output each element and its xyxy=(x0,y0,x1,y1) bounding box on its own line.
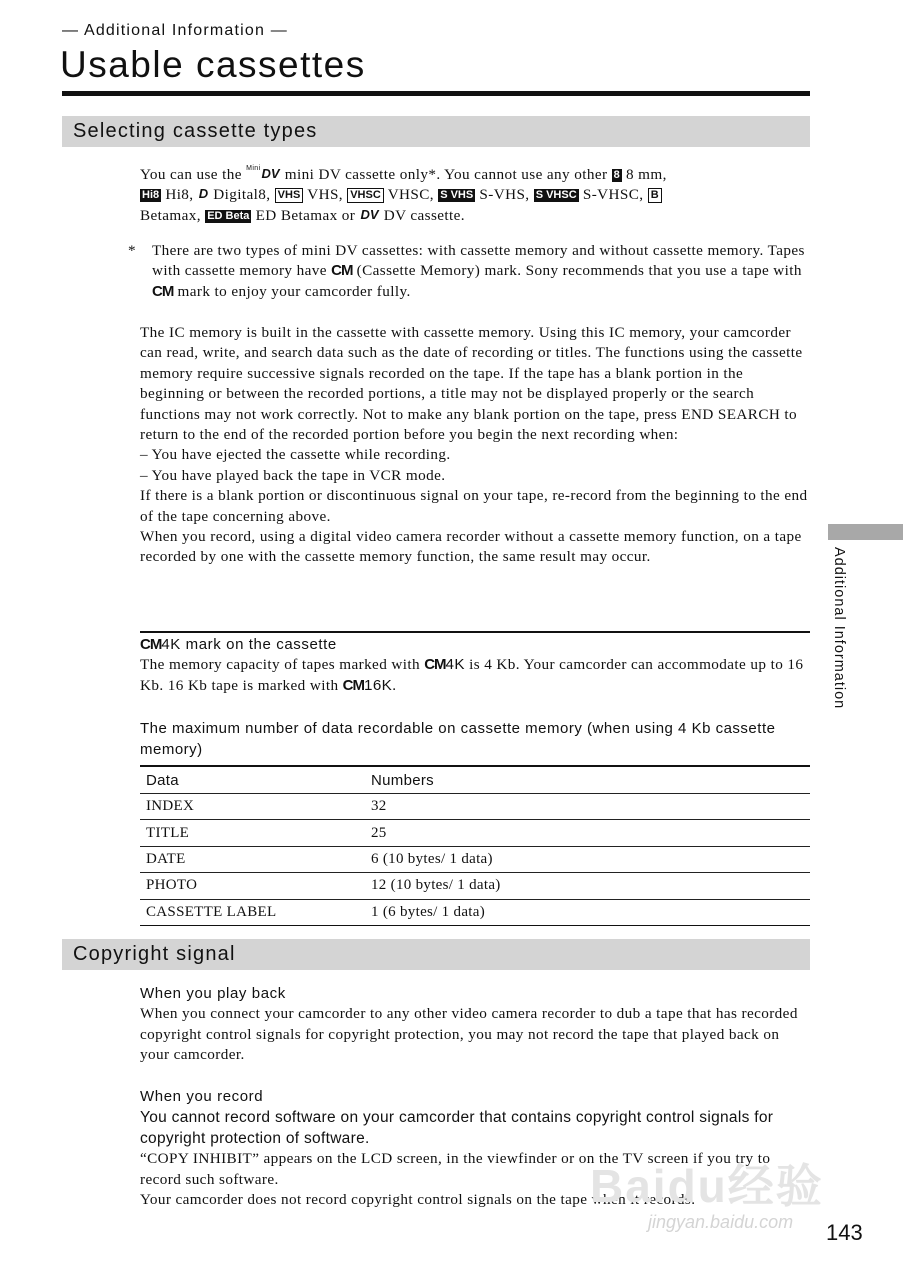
betamax-logo-icon: B xyxy=(648,188,662,203)
page-title: Usable cassettes xyxy=(60,44,366,85)
cassette-memory-icon: CM xyxy=(140,636,162,653)
subsection-rule xyxy=(140,631,810,633)
footnote: * There are two types of mini DV cassettes: with cassette memory and without cassette memory. Tapes with cassette memory have CM (Cassette Memory) mark. Sony recommends that you use a tape with CM mark to enjoy your camcorder fully. xyxy=(128,242,805,300)
title-rule xyxy=(62,91,810,96)
8mm-logo-icon: 8 xyxy=(613,169,620,181)
subsection-heading: CM4K mark on the cassette xyxy=(140,636,337,653)
watermark-url: jingyan.baidu.com xyxy=(648,1212,794,1232)
vhsc-logo-icon: VHSC xyxy=(347,188,384,203)
subsection-heading: When you record xyxy=(140,1088,264,1105)
paragraph: “COPY INHIBIT” appears on the LCD screen, in the viewfinder or on the TV screen if you try to record such software. xyxy=(140,1150,771,1188)
cassette-memory-icon: CM xyxy=(331,262,353,280)
cassette-memory-icon: CM xyxy=(342,676,364,694)
paragraph: If there is a blank portion or discontinuous signal on your tape, re-record from the beginning to the end of the tape concerning above. xyxy=(140,487,808,525)
table-cell: 32 xyxy=(365,794,810,820)
table-row xyxy=(140,820,810,846)
mini-label: Mini xyxy=(246,165,261,172)
paragraph: The IC memory is built in the cassette with cassette memory. Using this IC memory, your camcorder can read, write, and search data such as the date of recording or titles. The functions using the cassette memory require successive signals recorded on the tape. If the tape has a blank portion in the beginning or between the recorded portions, a title may not be displayed properly or the search functions may not work correctly. Not to make any blank portion on the tape, press END SEARCH to return to the end of the recorded portion before you begin the next recording when: xyxy=(140,324,803,444)
section-heading-copyright: Copyright signal xyxy=(62,939,810,970)
side-tab-marker xyxy=(828,524,903,540)
table-cell: DATE xyxy=(140,846,365,872)
cassette-memory-icon: CM xyxy=(424,656,446,674)
side-section-label: Additional Information xyxy=(831,547,847,710)
table-cell: 12 (10 bytes/ 1 data) xyxy=(365,873,810,899)
digital8-logo-icon: D xyxy=(198,186,209,202)
svhsc-logo-icon: S VHSC xyxy=(535,189,577,202)
list-item: – You have ejected the cassette while recording. xyxy=(140,446,451,464)
subsection-heading: When you play back xyxy=(140,985,286,1002)
table-cell: 25 xyxy=(365,820,810,846)
table-row xyxy=(140,846,810,872)
intro-paragraph: You can use the $^{Mini}$DV mini DV cassette only*. You cannot use any other 8 8 mm, Hi8 Hi8, D Digital8, VHS VHS, VHSC VHSC, S VHS S-VHS, S VHSC S-VHSC, B Betamax, ED Beta ED Betamax or DV DV cassette. xyxy=(140,165,667,224)
list-item: – You have played back the tape in VCR mode. xyxy=(140,466,446,484)
hi8-logo-icon: Hi8 xyxy=(142,189,160,202)
copyright-play-back xyxy=(140,984,808,1066)
table-cell: CASSETTE LABEL xyxy=(140,899,365,925)
page-number: 143 xyxy=(826,1220,863,1245)
ic-memory-text xyxy=(140,323,808,568)
table-cell: INDEX xyxy=(140,794,365,820)
cassette-memory-table xyxy=(140,765,810,926)
table-row xyxy=(140,899,810,925)
dv-logo-icon: DV xyxy=(360,206,379,222)
table-row xyxy=(140,794,810,820)
table-cell: 1 (6 bytes/ 1 data) xyxy=(365,899,810,925)
table-cell: 6 (10 bytes/ 1 data) xyxy=(365,846,810,872)
column-header-data: Data xyxy=(140,766,365,794)
paragraph: When you record, using a digital video camera recorder without a cassette memory function, on a tape recorded by one with the cassette memory function, the same result may occur. xyxy=(140,528,802,566)
watermark-logo: Baidu经验 xyxy=(590,1160,824,1212)
table-caption: The maximum number of data recordable on cassette memory (when using 4 Kb cassette memory) xyxy=(140,720,776,758)
paragraph: When you connect your camcorder to any other video camera recorder to dub a tape that has recorded copyright control signals for copyright protection, you may not record the tape that played back on your camcorder. xyxy=(140,1005,798,1064)
svhs-logo-icon: S VHS xyxy=(440,189,474,202)
footnote-marker: * xyxy=(128,242,136,259)
paragraph-lead: You cannot record software on your camcorder that contains copyright control signals for copyright protection of software. xyxy=(140,1109,774,1148)
ed-beta-logo-icon: ED Beta xyxy=(207,209,250,222)
table-cell: TITLE xyxy=(140,820,365,846)
section-kicker: — Additional Information — xyxy=(62,22,288,39)
cm4k-subsection: CM4K mark on the cassette The memory capacity of tapes marked with CM4K is 4 Kb. Your camcorder can accommodate up to 16 Kb. 16 Kb tape is marked with CM16K. xyxy=(140,635,808,696)
cassette-memory-icon: CM xyxy=(152,282,174,300)
paragraph: Your camcorder does not record copyright control signals on the tape when it records. xyxy=(140,1191,696,1209)
section-heading-cassette-types: Selecting cassette types xyxy=(62,116,810,147)
vhs-logo-icon: VHS xyxy=(275,188,304,203)
table-row xyxy=(140,873,810,899)
column-header-numbers: Numbers xyxy=(365,766,810,794)
table-header-row xyxy=(140,766,810,794)
table-cell: PHOTO xyxy=(140,873,365,899)
mini-dv-logo-icon: DV xyxy=(261,166,280,181)
